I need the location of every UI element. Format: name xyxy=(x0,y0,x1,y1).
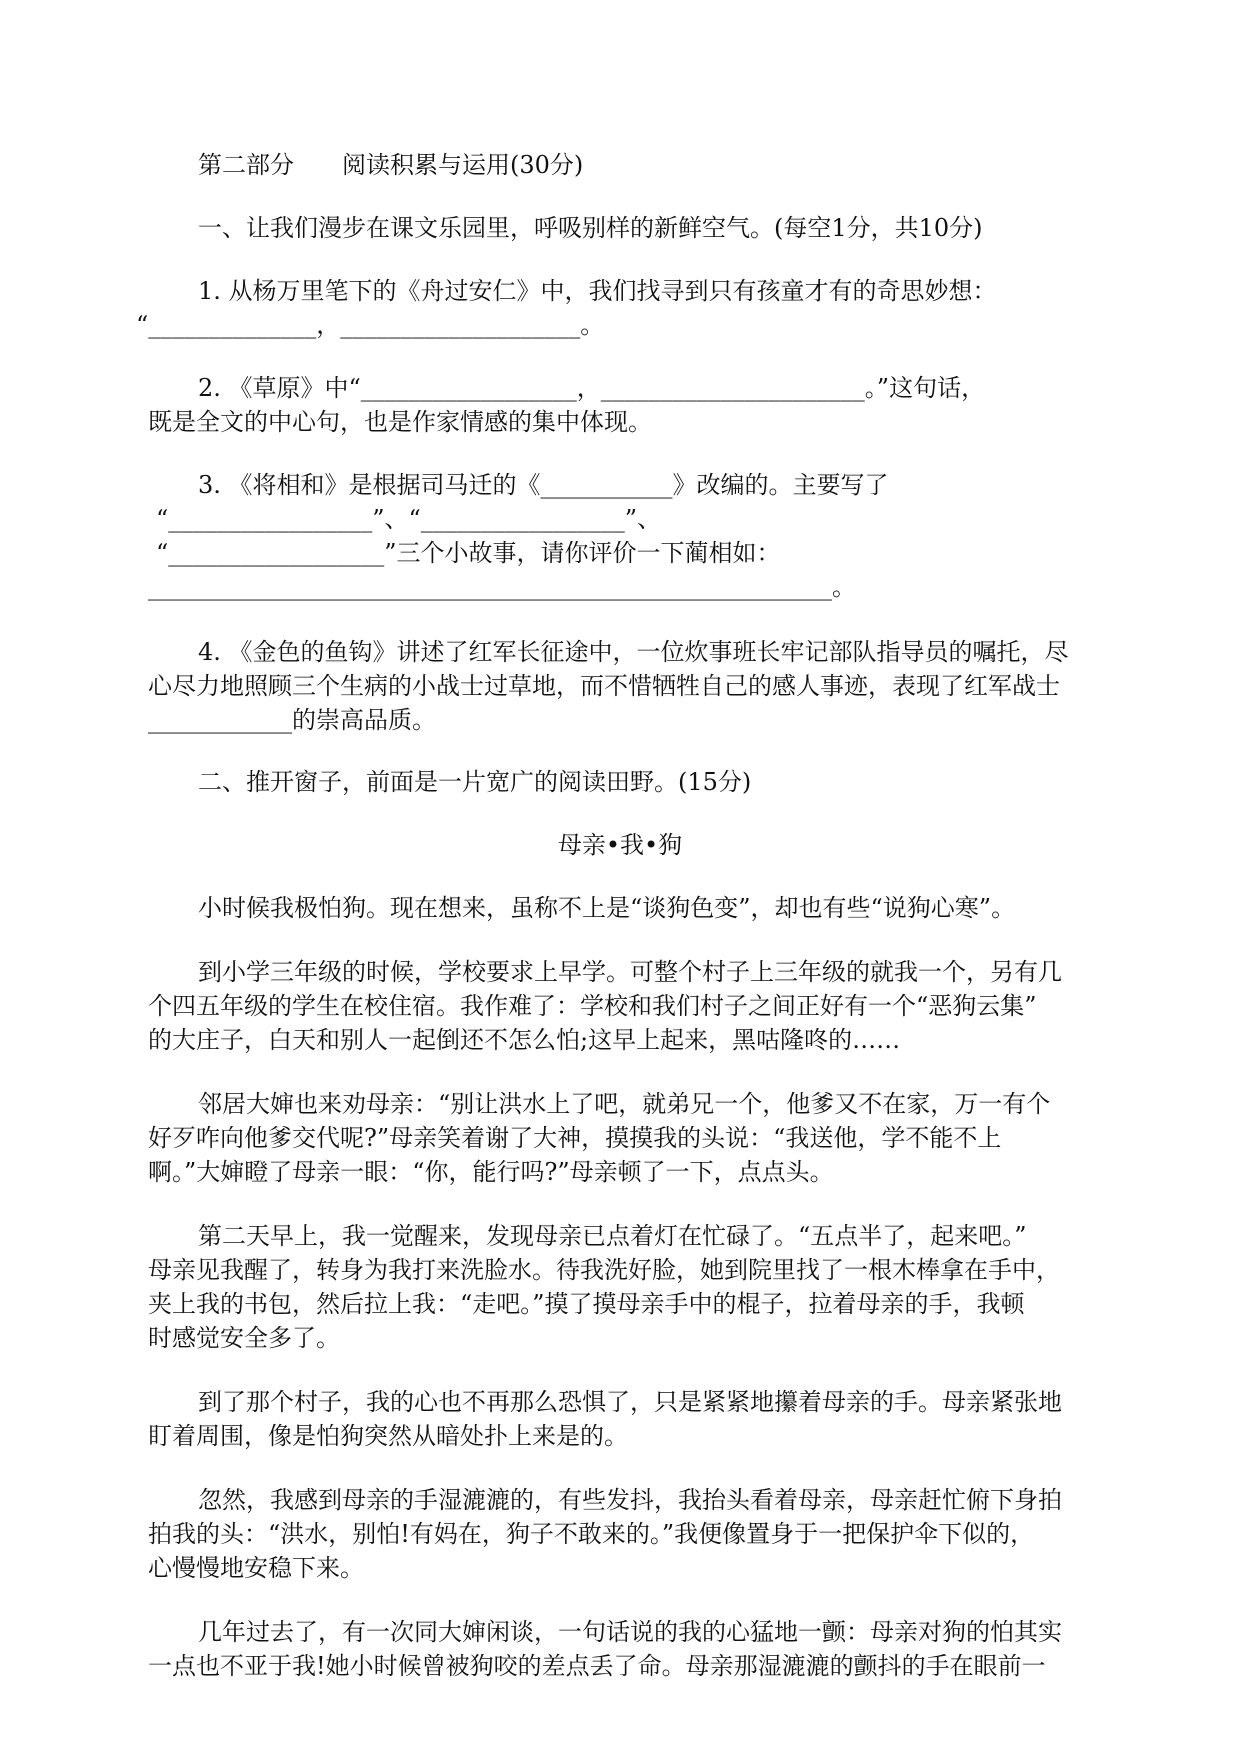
q1-line1: 1. 从杨万里笔下的《舟过安仁》中，我们找寻到只有孩童才有的奇思妙想： xyxy=(198,277,997,305)
paragraph-5-line2: 盯着周围，像是怕狗突然从暗处扑上来是的。 xyxy=(148,1422,628,1450)
paragraph-6-line3: 心慢慢地安稳下来。 xyxy=(148,1554,364,1582)
q2-line1: 2. 《草原》中“__________________，______________________。”这句话， xyxy=(198,374,986,402)
paragraph-1-line1: 小时候我极怕狗。现在想来，虽称不上是“谈狗色变”，却也有些“说狗心寒”。 xyxy=(198,894,1016,922)
paragraph-5-line1: 到了那个村子，我的心也不再那么恐惧了，只是紧紧地攥着母亲的手。母亲紧张地 xyxy=(198,1388,1062,1416)
q4-line1: 4. 《金色的鱼钩》讲述了红军长征途中，一位炊事班长牢记部队指导员的嘱托，尽 xyxy=(198,638,1069,666)
paragraph-4-line3: 夹上我的书包，然后拉上我：“走吧。”摸了摸母亲手中的棍子，拉着母亲的手，我顿 xyxy=(148,1290,1025,1318)
section2-heading: 二、推开窗子，前面是一片宽广的阅读田野。(15分) xyxy=(198,768,752,796)
q4-line2: 心尽力地照顾三个生病的小战士过草地，而不惜牺牲自己的感人事迹，表现了红军战士 xyxy=(148,672,1060,700)
paragraph-4-line4: 时感觉安全多了。 xyxy=(148,1324,340,1352)
q3-line2: “_________________”、“_________________”、 xyxy=(156,505,662,533)
q1-line2: “______________，____________________。 xyxy=(136,311,605,339)
section1-heading: 一、让我们漫步在课文乐园里，呼吸别样的新鲜空气。(每空1分，共10分) xyxy=(198,214,983,242)
paragraph-6-line2: 拍我的头：“洪水，别怕!有妈在，狗子不敢来的。”我便像置身于一把保护伞下似的， xyxy=(148,1520,1035,1548)
paragraph-7-line1: 几年过去了，有一次同大婶闲谈，一句话说的我的心猛地一颤：母亲对狗的怕其实 xyxy=(198,1618,1062,1646)
paragraph-6-line1: 忽然，我感到母亲的手湿漉漉的，有些发抖，我抬头看着母亲，母亲赶忙俯下身拍 xyxy=(198,1486,1062,1514)
paragraph-2-line1: 到小学三年级的时候，学校要求上早学。可整个村子上三年级的就我一个，另有几 xyxy=(198,958,1062,986)
paragraph-3-line1: 邻居大婶也来劝母亲：“别让洪水上了吧，就弟兄一个，他爹又不在家，万一有个 xyxy=(198,1090,1051,1118)
paragraph-2-line3: 的大庄子，白天和别人一起倒还不怎么怕;这早上起来，黑咕隆咚的…… xyxy=(148,1026,901,1054)
q3-line1: 3. 《将相和》是根据司马迁的《___________》改编的。主要写了 xyxy=(198,471,889,499)
part-heading: 第二部分 阅读积累与运用(30分) xyxy=(198,151,584,179)
q3-line3: “__________________”三个小故事，请你评价一下蔺相如： xyxy=(156,539,781,567)
q4-line3: ____________的崇高品质。 xyxy=(148,706,436,734)
paragraph-7-line2: 一点也不亚于我!她小时候曾被狗咬的差点丢了命。母亲那湿漉漉的颤抖的手在眼前一 xyxy=(148,1652,1046,1680)
q2-line2: 既是全文的中心句，也是作家情感的集中体现。 xyxy=(148,408,652,436)
paragraph-2-line2: 个四五年级的学生在校住宿。我作难了：学校和我们村子之间正好有一个“恶狗云集” xyxy=(148,992,1037,1020)
article-title: 母亲•我•狗 xyxy=(557,831,683,859)
paragraph-4-line1: 第二天早上，我一觉醒来，发现母亲已点着灯在忙碌了。“五点半了，起来吧。” xyxy=(198,1222,1027,1250)
paragraph-3-line3: 啊。”大婶瞪了母亲一眼：“你，能行吗?”母亲顿了一下，点点头。 xyxy=(148,1158,834,1186)
q3-line4: _________________________________________________________。 xyxy=(148,573,856,601)
paragraph-4-line2: 母亲见我醒了，转身为我打来洗脸水。待我洗好脸，她到院里找了一根木棒拿在手中， xyxy=(148,1256,1060,1284)
paragraph-3-line2: 好歹咋向他爹交代呢?”母亲笑着谢了大神，摸摸我的头说：“我送他，学不能不上 xyxy=(148,1124,1002,1152)
